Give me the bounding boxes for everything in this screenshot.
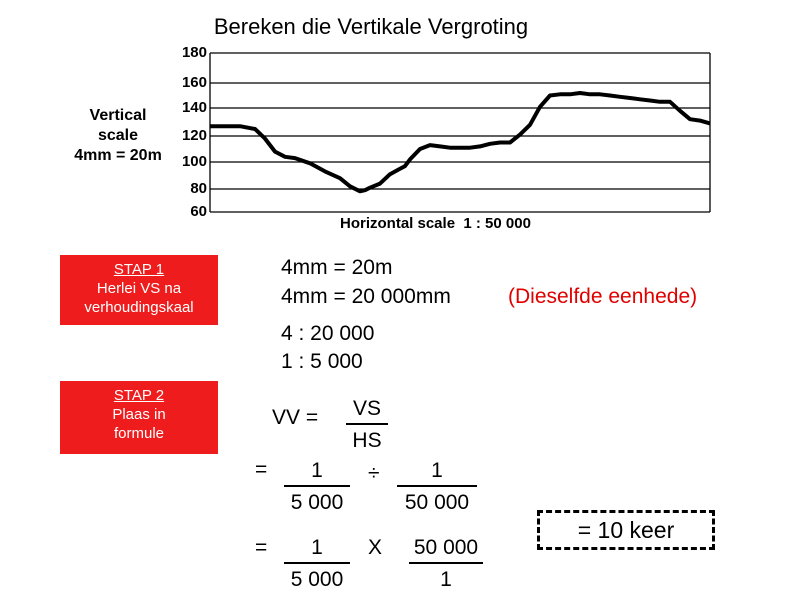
- fraction-1-50000: [397, 458, 477, 515]
- fraction-vs-hs: [346, 396, 388, 453]
- y-tick-160: 160: [181, 74, 207, 91]
- chart-grid: [210, 53, 710, 212]
- step2-box: [60, 381, 218, 454]
- y-tick-120: 120: [181, 127, 207, 144]
- fraction-denominator: 5 000: [290, 491, 344, 514]
- fraction-numerator: 50 000: [413, 536, 479, 559]
- y-tick-60: 60: [190, 203, 207, 220]
- equals-sign: =: [255, 458, 268, 481]
- multiply-sign: X: [368, 536, 383, 559]
- step1-line1: Herlei VS na: [96, 280, 182, 297]
- step1-line2: verhoudingskaal: [84, 299, 194, 316]
- y-tick-180: 180: [181, 44, 207, 61]
- calc-line2: 4mm = 20 000mm: [281, 285, 451, 308]
- fraction-denominator: 50 000: [404, 491, 470, 514]
- vv-label: VV =: [272, 406, 319, 429]
- y-axis-label-line: 4mm = 20m: [74, 147, 162, 164]
- y-tick-140: 140: [181, 99, 207, 116]
- calc-line3: 4 : 20 000: [281, 322, 375, 345]
- page-title: Bereken die Vertikale Vergroting: [213, 14, 529, 39]
- fraction-bar: [397, 485, 477, 487]
- fraction-denominator: 5 000: [290, 568, 344, 591]
- fraction-50000-1: [409, 535, 483, 592]
- fraction-bar: [346, 423, 388, 425]
- y-tick-80: 80: [190, 180, 207, 197]
- fraction-numerator: 1: [311, 459, 323, 482]
- y-axis-label-line: scale: [97, 127, 139, 144]
- fraction-numerator: VS: [352, 397, 381, 420]
- x-axis-label: Horizontal scale 1 : 50 000: [340, 215, 531, 232]
- step2-line2: formule: [113, 425, 165, 442]
- step2-line1: Plaas in: [112, 406, 166, 423]
- step1-heading: STAP 1: [113, 261, 165, 278]
- y-axis-label: [66, 106, 170, 166]
- calc-line4: 1 : 5 000: [281, 350, 363, 373]
- y-axis-label-line: Vertical: [89, 107, 147, 124]
- fraction-1-5000: [284, 458, 350, 515]
- fraction-numerator: 1: [311, 536, 323, 559]
- fraction-denominator: HS: [352, 429, 382, 452]
- fraction-bar: [284, 562, 350, 564]
- step1-box: [60, 255, 218, 325]
- fraction-1-5000-b: [284, 535, 350, 592]
- fraction-numerator: 1: [431, 459, 443, 482]
- result-box: = 10 keer: [537, 510, 715, 550]
- step2-heading: STAP 2: [113, 387, 165, 404]
- divide-sign: ÷: [368, 462, 380, 485]
- equals-sign-2: =: [255, 536, 268, 559]
- y-tick-100: 100: [181, 153, 207, 170]
- same-units-note: (Dieselfde eenhede): [508, 285, 698, 308]
- fraction-denominator: 1: [440, 568, 452, 591]
- fraction-bar: [409, 562, 483, 564]
- fraction-bar: [284, 485, 350, 487]
- calc-line1: 4mm = 20m: [281, 256, 393, 279]
